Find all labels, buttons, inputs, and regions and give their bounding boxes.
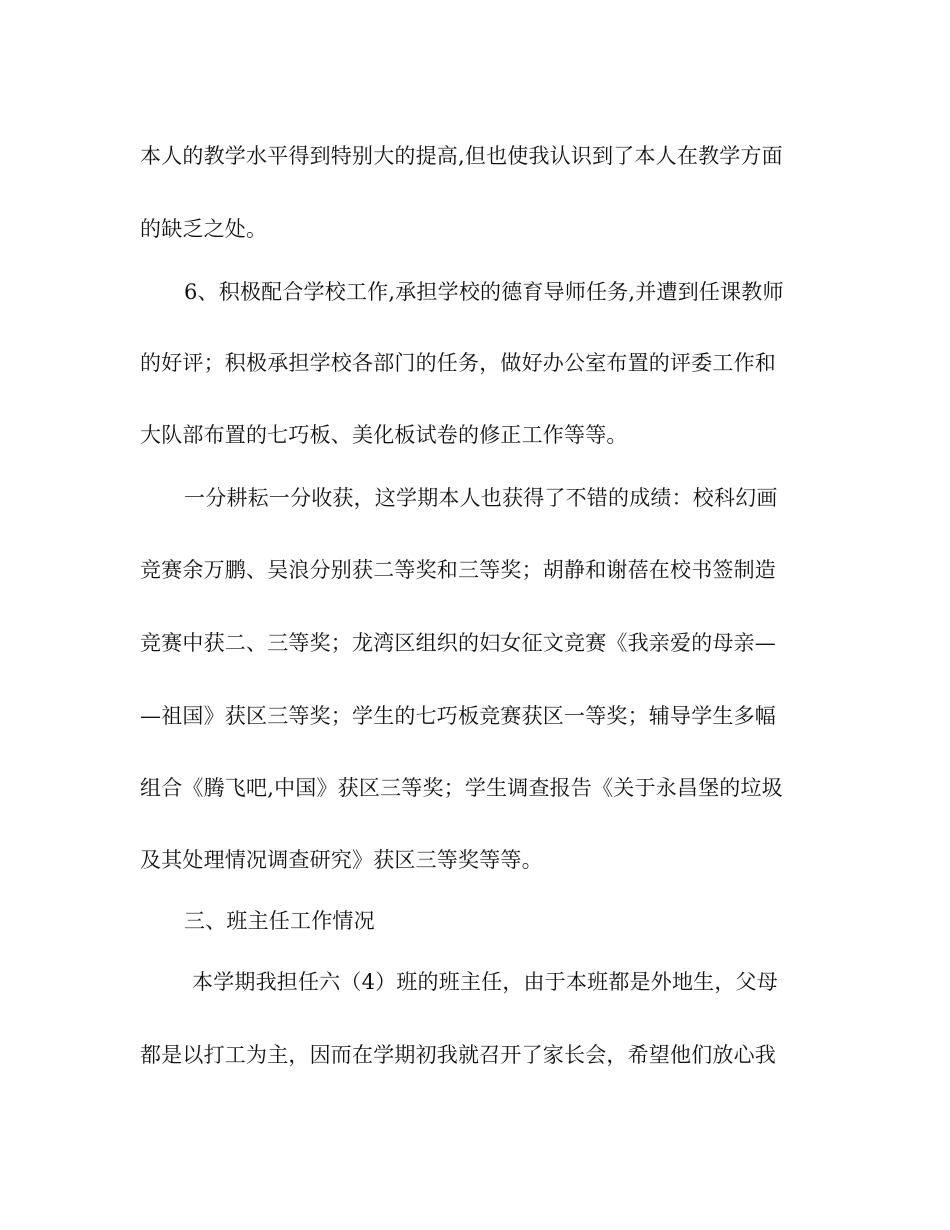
paragraph-line: 竞赛余万鹏、吴浪分别获二等奖和三等奖；胡静和谢蓓在校书签制造	[140, 558, 776, 582]
paragraph-line: 的缺乏之处。	[140, 217, 268, 241]
paragraph-line: 竞赛中获二、三等奖；龙湾区组织的妇女征文竞赛《我亲爱的母亲—	[140, 631, 776, 655]
paragraph-line: 大队部布置的七巧板、美化板试卷的修正工作等等。	[140, 423, 628, 447]
paragraph-line: —祖国》获区三等奖；学生的七巧板竞赛获区一等奖；辅导学生多幅	[140, 704, 776, 728]
section-heading: 三、班主任工作情况	[184, 909, 375, 933]
paragraph-line: 组合《腾飞吧,中国》获区三等奖；学生调查报告《关于永昌堡的垃圾	[140, 776, 783, 800]
paragraph-line: 一分耕耘一分收获，这学期本人也获得了不错的成绩：校科幻画	[184, 486, 778, 510]
paragraph-line: 都是以打工为主，因而在学期初我就召开了家长会，希望他们放心我	[140, 1043, 776, 1067]
paragraph-line: 的好评；积极承担学校各部门的任务，做好办公室布置的评委工作和	[140, 351, 776, 375]
paragraph-line: 6、积极配合学校工作,承担学校的德育导师任务,并遭到任课教师	[184, 280, 784, 304]
paragraph-line: 及其处理情况调查研究》获区三等奖等等。	[140, 848, 543, 872]
paragraph-line: 本学期我担任六（4）班的班主任，由于本班都是外地生，父母	[192, 970, 778, 994]
paragraph-line: 本人的教学水平得到特别大的提高,但也使我认识到了本人在教学方面	[140, 144, 783, 168]
